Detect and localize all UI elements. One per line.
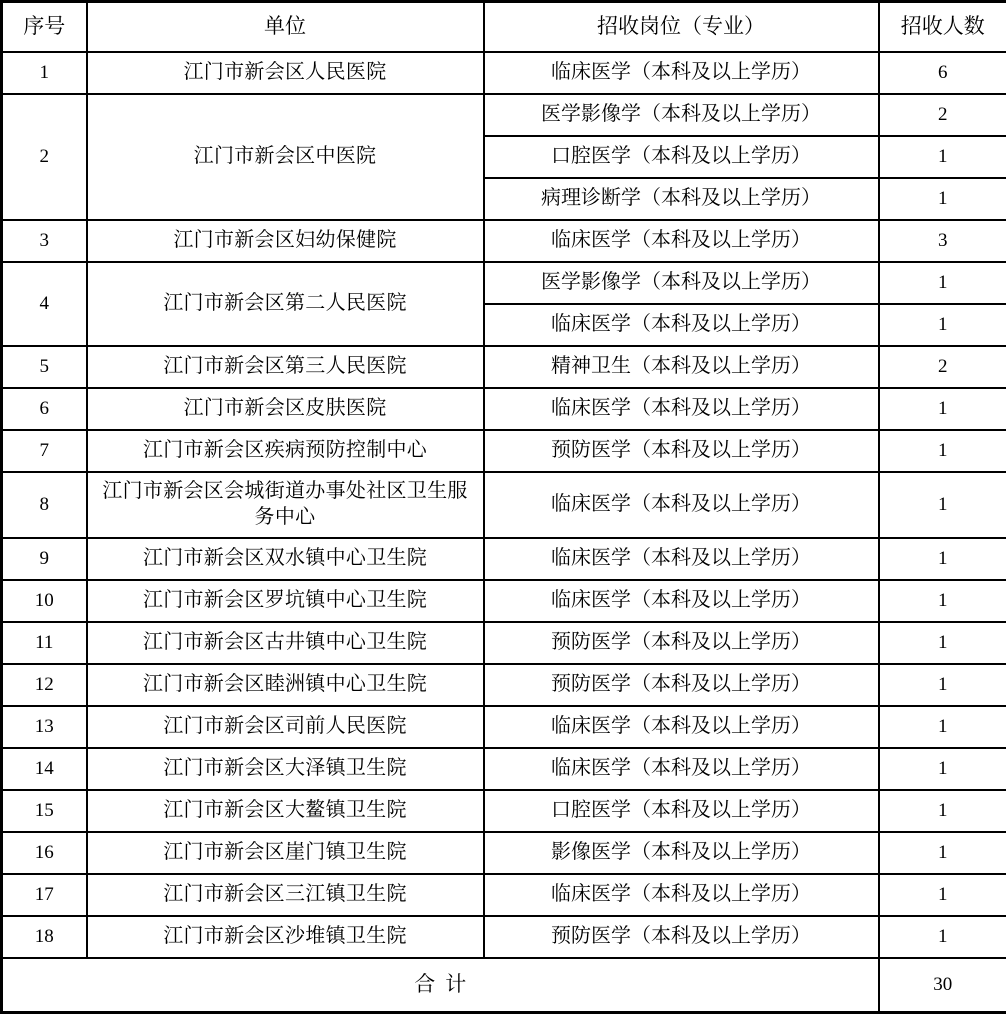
row-sequence-number: 2 (2, 94, 87, 220)
row-recruit-count: 2 (879, 94, 1006, 136)
table-row (2, 220, 1006, 262)
row-sequence-number: 17 (2, 874, 87, 916)
table-row (2, 748, 1006, 790)
unit-name-text: 江门市新会区沙堆镇卫生院 (92, 924, 479, 950)
row-recruit-count: 1 (879, 874, 1006, 916)
row-recruit-count: 6 (879, 52, 1006, 94)
row-sequence-number: 13 (2, 706, 87, 748)
row-sequence-number: 10 (2, 580, 87, 622)
table-row (2, 622, 1006, 664)
row-recruit-count: 1 (879, 832, 1006, 874)
row-sequence-number: 16 (2, 832, 87, 874)
row-post-name: 临床医学（本科及以上学历） (484, 220, 879, 262)
row-recruit-count: 1 (879, 304, 1006, 346)
header-cell-post: 招收岗位（专业） (484, 2, 879, 53)
row-unit-name (87, 622, 484, 664)
unit-name-text: 江门市新会区古井镇中心卫生院 (92, 630, 479, 656)
row-post-name: 病理诊断学（本科及以上学历） (484, 178, 879, 220)
header-cell-unit: 单位 (87, 2, 484, 53)
row-sequence-number: 14 (2, 748, 87, 790)
row-post-name: 医学影像学（本科及以上学历） (484, 94, 879, 136)
row-sequence-number: 11 (2, 622, 87, 664)
row-unit-name (87, 538, 484, 580)
unit-name-text: 江门市新会区中医院 (92, 144, 479, 170)
unit-name-text: 江门市新会区崖门镇卫生院 (92, 840, 479, 866)
row-recruit-count: 3 (879, 220, 1006, 262)
row-unit-name (87, 94, 484, 220)
table-row (2, 790, 1006, 832)
row-post-name: 临床医学（本科及以上学历） (484, 748, 879, 790)
row-unit-name (87, 706, 484, 748)
row-unit-name (87, 472, 484, 538)
table-row (2, 916, 1006, 958)
unit-name-text: 江门市新会区大鳌镇卫生院 (92, 798, 479, 824)
row-unit-name (87, 430, 484, 472)
row-sequence-number: 7 (2, 430, 87, 472)
unit-name-text: 江门市新会区双水镇中心卫生院 (92, 546, 479, 572)
row-sequence-number: 9 (2, 538, 87, 580)
row-unit-name (87, 874, 484, 916)
unit-name-text: 江门市新会区大泽镇卫生院 (92, 756, 479, 782)
row-sequence-number: 5 (2, 346, 87, 388)
row-sequence-number: 3 (2, 220, 87, 262)
header-cell-count: 招收人数 (879, 2, 1006, 53)
row-post-name: 医学影像学（本科及以上学历） (484, 262, 879, 304)
table-row (2, 346, 1006, 388)
row-unit-name (87, 346, 484, 388)
row-post-name: 临床医学（本科及以上学历） (484, 304, 879, 346)
table-row (2, 664, 1006, 706)
row-recruit-count: 1 (879, 748, 1006, 790)
row-unit-name (87, 262, 484, 346)
table-row (2, 832, 1006, 874)
unit-name-text: 江门市新会区皮肤医院 (92, 396, 479, 422)
row-post-name: 预防医学（本科及以上学历） (484, 916, 879, 958)
row-post-name: 临床医学（本科及以上学历） (484, 706, 879, 748)
row-unit-name (87, 580, 484, 622)
row-post-name: 预防医学（本科及以上学历） (484, 622, 879, 664)
row-post-name: 临床医学（本科及以上学历） (484, 472, 879, 538)
table-row (2, 472, 1006, 538)
table-row (2, 94, 1006, 136)
table-body (2, 52, 1006, 958)
row-post-name: 临床医学（本科及以上学历） (484, 580, 879, 622)
table-header (2, 2, 1006, 53)
total-value: 30 (879, 958, 1006, 1013)
total-row (2, 958, 1006, 1013)
table-row (2, 580, 1006, 622)
unit-name-text: 江门市新会区妇幼保健院 (92, 228, 479, 254)
row-post-name: 临床医学（本科及以上学历） (484, 52, 879, 94)
unit-name-text: 江门市新会区人民医院 (92, 60, 479, 86)
header-row (2, 2, 1006, 53)
table-row (2, 538, 1006, 580)
row-sequence-number: 12 (2, 664, 87, 706)
row-recruit-count: 1 (879, 178, 1006, 220)
row-unit-name (87, 832, 484, 874)
unit-name-text: 江门市新会区三江镇卫生院 (92, 882, 479, 908)
row-sequence-number: 18 (2, 916, 87, 958)
row-post-name: 临床医学（本科及以上学历） (484, 388, 879, 430)
header-cell-seq: 序号 (2, 2, 87, 53)
unit-name-text: 江门市新会区疾病预防控制中心 (92, 438, 479, 464)
row-post-name: 预防医学（本科及以上学历） (484, 664, 879, 706)
unit-name-text: 江门市新会区第二人民医院 (92, 291, 479, 317)
row-unit-name (87, 220, 484, 262)
row-post-name: 临床医学（本科及以上学历） (484, 538, 879, 580)
row-post-name: 影像医学（本科及以上学历） (484, 832, 879, 874)
row-post-name: 口腔医学（本科及以上学历） (484, 790, 879, 832)
table-row (2, 388, 1006, 430)
unit-name-text: 江门市新会区第三人民医院 (92, 354, 479, 380)
table-row (2, 874, 1006, 916)
row-sequence-number: 8 (2, 472, 87, 538)
table-footer (2, 958, 1006, 1013)
row-sequence-number: 6 (2, 388, 87, 430)
row-unit-name (87, 664, 484, 706)
row-sequence-number: 1 (2, 52, 87, 94)
row-recruit-count: 1 (879, 472, 1006, 538)
row-recruit-count: 1 (879, 706, 1006, 748)
row-post-name: 预防医学（本科及以上学历） (484, 430, 879, 472)
row-unit-name (87, 52, 484, 94)
row-recruit-count: 1 (879, 136, 1006, 178)
row-recruit-count: 1 (879, 262, 1006, 304)
row-unit-name (87, 388, 484, 430)
row-recruit-count: 1 (879, 538, 1006, 580)
row-recruit-count: 1 (879, 790, 1006, 832)
row-recruit-count: 1 (879, 430, 1006, 472)
unit-name-text: 江门市新会区睦洲镇中心卫生院 (92, 672, 479, 698)
unit-name-text: 江门市新会区罗坑镇中心卫生院 (92, 588, 479, 614)
row-recruit-count: 1 (879, 622, 1006, 664)
row-post-name: 临床医学（本科及以上学历） (484, 874, 879, 916)
row-unit-name (87, 748, 484, 790)
table-row (2, 52, 1006, 94)
row-post-name: 口腔医学（本科及以上学历） (484, 136, 879, 178)
table-row (2, 706, 1006, 748)
row-recruit-count: 1 (879, 664, 1006, 706)
unit-name-text: 江门市新会区会城街道办事处社区卫生服务中心 (92, 479, 479, 530)
row-sequence-number: 15 (2, 790, 87, 832)
table-row (2, 430, 1006, 472)
row-post-name: 精神卫生（本科及以上学历） (484, 346, 879, 388)
row-recruit-count: 1 (879, 916, 1006, 958)
row-unit-name (87, 790, 484, 832)
row-unit-name (87, 916, 484, 958)
total-label: 合计 (2, 958, 879, 1013)
unit-name-text: 江门市新会区司前人民医院 (92, 714, 479, 740)
row-recruit-count: 2 (879, 346, 1006, 388)
row-recruit-count: 1 (879, 580, 1006, 622)
table-row (2, 262, 1006, 304)
row-sequence-number: 4 (2, 262, 87, 346)
row-recruit-count: 1 (879, 388, 1006, 430)
